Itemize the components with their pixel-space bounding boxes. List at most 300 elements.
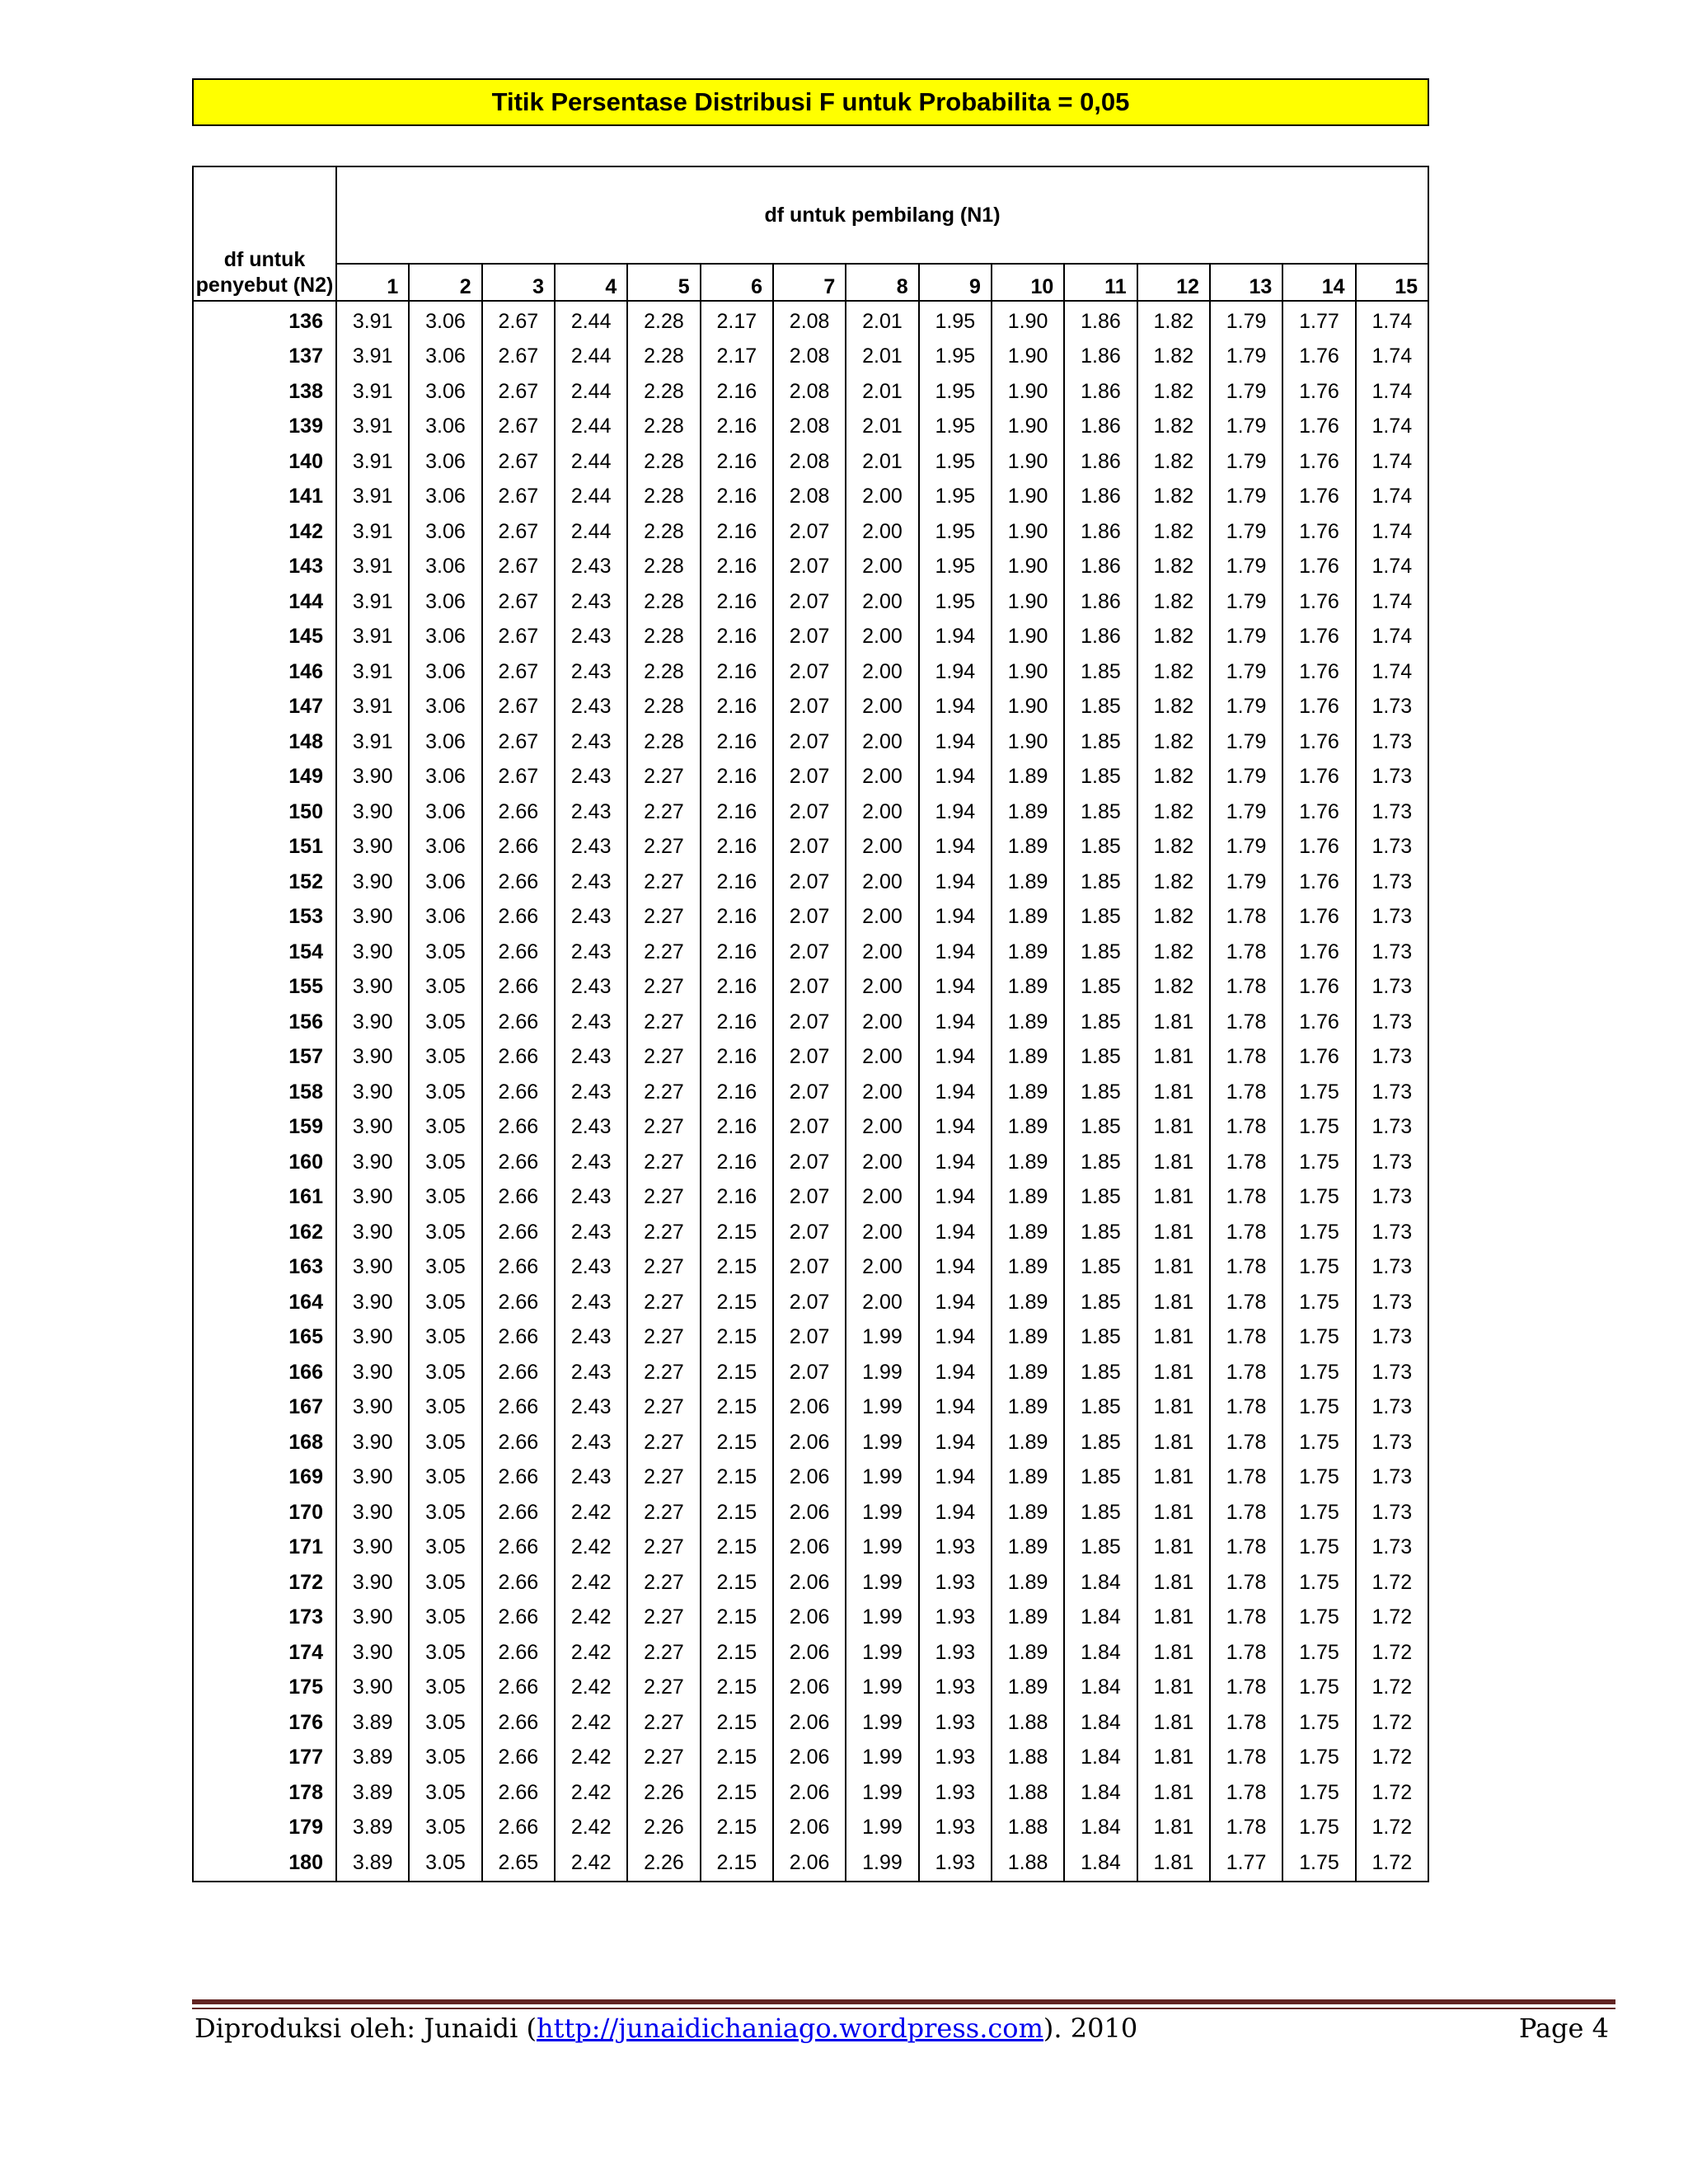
f-value: 2.44 [555,301,627,340]
f-value: 2.08 [773,340,846,375]
f-value: 2.15 [701,1250,773,1286]
f-value: 3.05 [409,1145,481,1180]
f-value: 2.28 [627,410,700,445]
n2-value: 170 [193,1495,336,1530]
f-value: 2.15 [701,1565,773,1601]
f-value: 2.00 [846,1040,918,1076]
column-header-9: 9 [919,264,992,301]
f-value: 1.89 [992,1005,1064,1040]
f-value: 3.06 [409,550,481,585]
f-value: 2.66 [482,1671,555,1706]
f-value: 1.72 [1356,1741,1428,1776]
f-value: 3.91 [336,654,409,690]
f-value: 2.27 [627,830,700,865]
f-value: 1.94 [919,794,992,830]
f-value: 2.16 [701,1145,773,1180]
f-value: 2.44 [555,410,627,445]
f-value: 1.76 [1282,410,1355,445]
f-value: 2.07 [773,760,846,795]
n2-value: 168 [193,1425,336,1460]
f-value: 2.42 [555,1635,627,1671]
f-value: 1.79 [1210,480,1282,515]
f-value: 2.42 [555,1845,627,1882]
f-value: 2.07 [773,1005,846,1040]
f-value: 1.75 [1282,1355,1355,1390]
f-value: 1.85 [1064,935,1137,970]
f-value: 3.06 [409,654,481,690]
f-value: 1.82 [1137,690,1210,725]
f-value: 1.75 [1282,1671,1355,1706]
f-value: 3.91 [336,444,409,480]
f-value: 2.28 [627,514,700,550]
f-value: 1.90 [992,654,1064,690]
f-value: 1.93 [919,1635,992,1671]
f-value: 3.05 [409,1425,481,1460]
f-value: 1.78 [1210,1180,1282,1216]
f-value: 3.05 [409,1671,481,1706]
table-row [193,1145,1428,1180]
f-value: 3.91 [336,620,409,655]
f-value: 1.89 [992,1180,1064,1216]
f-value: 1.85 [1064,1425,1137,1460]
f-value: 1.78 [1210,1741,1282,1776]
table-row [193,1110,1428,1146]
f-value: 1.75 [1282,1110,1355,1146]
f-value: 2.08 [773,374,846,410]
f-value: 1.75 [1282,1530,1355,1566]
f-value: 2.08 [773,301,846,340]
f-value: 1.94 [919,724,992,760]
f-value: 1.82 [1137,794,1210,830]
f-value: 3.91 [336,724,409,760]
f-value: 1.78 [1210,1425,1282,1460]
table-row [193,1250,1428,1286]
f-value: 2.06 [773,1425,846,1460]
n2-value: 150 [193,794,336,830]
f-value: 1.79 [1210,620,1282,655]
f-value: 1.89 [992,1040,1064,1076]
f-value: 1.76 [1282,514,1355,550]
column-header-8: 8 [846,264,918,301]
table-row [193,1775,1428,1811]
f-value: 3.90 [336,1601,409,1636]
f-value: 1.76 [1282,1005,1355,1040]
f-value: 2.66 [482,1530,555,1566]
f-value: 1.85 [1064,690,1137,725]
f-value: 2.15 [701,1320,773,1356]
f-value: 2.07 [773,900,846,935]
f-value: 2.66 [482,865,555,900]
f-value: 1.73 [1356,1355,1428,1390]
f-value: 2.27 [627,1635,700,1671]
footer-link[interactable]: http://junaidichaniago.wordpress.com [536,2013,1043,2044]
f-value: 1.85 [1064,865,1137,900]
f-value: 1.94 [919,1075,992,1110]
f-value: 2.67 [482,301,555,340]
f-value: 2.00 [846,1285,918,1320]
f-value: 1.90 [992,374,1064,410]
column-header-5: 5 [627,264,700,301]
column-header-6: 6 [701,264,773,301]
n2-value: 160 [193,1145,336,1180]
f-value: 2.07 [773,970,846,1005]
f-value: 1.99 [846,1635,918,1671]
f-value: 1.73 [1356,935,1428,970]
table-row [193,1530,1428,1566]
f-value: 2.15 [701,1495,773,1530]
f-value: 1.81 [1137,1495,1210,1530]
f-value: 1.76 [1282,690,1355,725]
f-value: 1.99 [846,1425,918,1460]
f-value: 3.05 [409,970,481,1005]
f-value: 1.94 [919,690,992,725]
f-value: 1.99 [846,1495,918,1530]
f-value: 1.82 [1137,514,1210,550]
f-value: 1.72 [1356,1601,1428,1636]
f-value: 1.79 [1210,550,1282,585]
f-value: 2.16 [701,374,773,410]
f-value: 1.88 [992,1811,1064,1846]
f-value: 2.27 [627,1601,700,1636]
f-value: 1.73 [1356,830,1428,865]
f-value: 2.00 [846,1180,918,1216]
f-value: 2.06 [773,1530,846,1566]
column-header-7: 7 [773,264,846,301]
f-value: 3.06 [409,301,481,340]
f-value: 1.94 [919,1320,992,1356]
f-value: 1.81 [1137,1530,1210,1566]
f-value: 3.06 [409,620,481,655]
f-value: 1.81 [1137,1601,1210,1636]
f-value: 1.95 [919,374,992,410]
f-value: 1.88 [992,1845,1064,1882]
f-value: 2.06 [773,1635,846,1671]
f-value: 1.74 [1356,444,1428,480]
f-value: 1.99 [846,1601,918,1636]
f-value: 3.89 [336,1775,409,1811]
f-value: 1.86 [1064,620,1137,655]
f-value: 3.06 [409,830,481,865]
f-value: 2.07 [773,1110,846,1146]
f-value: 1.82 [1137,900,1210,935]
f-value: 2.66 [482,1180,555,1216]
f-value: 2.27 [627,1250,700,1286]
f-value: 1.89 [992,1285,1064,1320]
f-value: 1.85 [1064,1390,1137,1426]
f-value: 1.73 [1356,1285,1428,1320]
f-value: 2.07 [773,1180,846,1216]
f-value: 1.93 [919,1845,992,1882]
f-value: 3.05 [409,1811,481,1846]
column-header-2: 2 [409,264,481,301]
f-value: 2.43 [555,865,627,900]
f-value: 2.42 [555,1811,627,1846]
f-value: 2.00 [846,760,918,795]
f-value: 2.28 [627,550,700,585]
f-value: 1.78 [1210,935,1282,970]
f-value: 1.94 [919,1285,992,1320]
f-value: 2.15 [701,1425,773,1460]
f-value: 2.67 [482,760,555,795]
f-value: 2.27 [627,1320,700,1356]
table-row [193,1425,1428,1460]
f-value: 1.81 [1137,1215,1210,1250]
f-value: 3.06 [409,374,481,410]
f-value: 2.28 [627,301,700,340]
f-value: 1.78 [1210,1601,1282,1636]
f-value: 1.89 [992,1671,1064,1706]
table-title: Titik Persentase Distribusi F untuk Probabilita = 0,05 [192,78,1429,126]
f-value: 1.73 [1356,1425,1428,1460]
f-value: 3.90 [336,760,409,795]
f-value: 1.85 [1064,830,1137,865]
f-value: 2.43 [555,1075,627,1110]
f-value: 1.75 [1282,1215,1355,1250]
f-value: 3.06 [409,340,481,375]
f-value: 1.73 [1356,1215,1428,1250]
f-value: 3.05 [409,1250,481,1286]
f-value: 3.90 [336,1355,409,1390]
f-value: 1.81 [1137,1775,1210,1811]
f-value: 1.78 [1210,1355,1282,1390]
f-value: 3.90 [336,1110,409,1146]
f-value: 2.27 [627,1005,700,1040]
f-value: 2.67 [482,550,555,585]
f-value: 1.89 [992,865,1064,900]
f-value: 3.90 [336,970,409,1005]
f-value: 1.81 [1137,1845,1210,1882]
f-value: 1.79 [1210,830,1282,865]
table-row [193,724,1428,760]
f-value: 1.89 [992,1355,1064,1390]
f-value: 1.95 [919,301,992,340]
f-value: 2.66 [482,1355,555,1390]
f-value: 3.06 [409,410,481,445]
f-value: 2.66 [482,1601,555,1636]
f-value: 2.00 [846,690,918,725]
f-value: 1.94 [919,1005,992,1040]
footer-suffix: ). 2010 [1043,2013,1138,2044]
f-value: 1.89 [992,1635,1064,1671]
f-value: 1.81 [1137,1390,1210,1426]
table-row [193,970,1428,1005]
f-value: 1.81 [1137,1425,1210,1460]
f-value: 2.66 [482,900,555,935]
f-value: 1.75 [1282,1705,1355,1741]
f-value: 2.01 [846,410,918,445]
f-value: 1.81 [1137,1145,1210,1180]
f-value: 1.99 [846,1775,918,1811]
f-value: 1.78 [1210,1530,1282,1566]
f-value: 1.81 [1137,1635,1210,1671]
f-value: 2.66 [482,970,555,1005]
f-value: 1.74 [1356,301,1428,340]
table-row [193,1040,1428,1076]
f-value: 2.27 [627,1741,700,1776]
f-value: 1.81 [1137,1565,1210,1601]
f-value: 1.82 [1137,550,1210,585]
f-value: 1.79 [1210,794,1282,830]
f-value: 1.79 [1210,514,1282,550]
f-value: 1.86 [1064,584,1137,620]
f-value: 1.78 [1210,1671,1282,1706]
f-value: 2.07 [773,1075,846,1110]
table-row [193,830,1428,865]
f-value: 1.76 [1282,865,1355,900]
f-value: 1.89 [992,970,1064,1005]
table-row [193,865,1428,900]
f-value: 1.74 [1356,374,1428,410]
f-value: 2.06 [773,1705,846,1741]
footer-credit [195,2013,1137,2044]
f-value: 1.73 [1356,1180,1428,1216]
n2-value: 138 [193,374,336,410]
table-row [193,550,1428,585]
f-value: 1.85 [1064,1040,1137,1076]
f-value: 1.78 [1210,1460,1282,1496]
f-value: 2.42 [555,1775,627,1811]
f-value: 2.42 [555,1530,627,1566]
f-value: 2.07 [773,1250,846,1286]
f-value: 1.76 [1282,724,1355,760]
f-value: 1.75 [1282,1390,1355,1426]
f-value: 1.94 [919,654,992,690]
f-value: 2.43 [555,1250,627,1286]
f-value: 2.07 [773,724,846,760]
f-value: 2.00 [846,1110,918,1146]
f-value: 1.89 [992,1250,1064,1286]
f-value: 2.16 [701,1075,773,1110]
table-row [193,301,1428,340]
f-value: 1.76 [1282,1040,1355,1076]
table-row [193,620,1428,655]
f-value: 2.08 [773,480,846,515]
f-value: 2.43 [555,584,627,620]
f-value: 1.76 [1282,480,1355,515]
f-value: 1.75 [1282,1601,1355,1636]
table-row [193,1705,1428,1741]
f-value: 2.43 [555,1145,627,1180]
f-value: 2.06 [773,1565,846,1601]
n2-value: 179 [193,1811,336,1846]
f-value: 2.43 [555,1390,627,1426]
f-value: 1.93 [919,1705,992,1741]
f-value: 1.76 [1282,340,1355,375]
f-value: 2.42 [555,1705,627,1741]
f-value: 3.06 [409,584,481,620]
n1-header: df untuk pembilang (N1) [336,166,1428,264]
f-value: 1.85 [1064,794,1137,830]
f-value: 1.86 [1064,480,1137,515]
f-value: 1.73 [1356,865,1428,900]
f-value: 2.66 [482,1495,555,1530]
f-value: 2.07 [773,514,846,550]
f-value: 1.85 [1064,724,1137,760]
f-value: 2.27 [627,1530,700,1566]
f-value: 1.89 [992,1390,1064,1426]
f-value: 1.85 [1064,1110,1137,1146]
f-value: 2.15 [701,1215,773,1250]
n2-value: 163 [193,1250,336,1286]
f-value: 1.95 [919,584,992,620]
f-value: 1.89 [992,1495,1064,1530]
f-value: 2.66 [482,1320,555,1356]
f-value: 1.78 [1210,1565,1282,1601]
f-value: 2.16 [701,935,773,970]
f-value: 1.84 [1064,1635,1137,1671]
f-value: 2.16 [701,794,773,830]
f-value: 3.90 [336,1285,409,1320]
f-value: 3.90 [336,1320,409,1356]
f-value: 2.06 [773,1495,846,1530]
table-row [193,760,1428,795]
f-value: 1.85 [1064,760,1137,795]
f-value: 3.91 [336,550,409,585]
f-value: 1.79 [1210,301,1282,340]
f-value: 1.74 [1356,480,1428,515]
f-value: 2.42 [555,1495,627,1530]
f-value: 3.06 [409,444,481,480]
f-value: 2.16 [701,410,773,445]
column-header-15: 15 [1356,264,1428,301]
f-value: 1.94 [919,1460,992,1496]
f-value: 1.86 [1064,444,1137,480]
table-row [193,1845,1428,1882]
f-value: 3.91 [336,480,409,515]
f-value: 3.05 [409,1355,481,1390]
table-row [193,444,1428,480]
f-value: 3.05 [409,1775,481,1811]
f-value: 2.27 [627,1565,700,1601]
f-value: 2.67 [482,340,555,375]
f-value: 3.90 [336,830,409,865]
f-value: 1.73 [1356,1530,1428,1566]
f-value: 2.26 [627,1775,700,1811]
f-value: 3.05 [409,1460,481,1496]
f-value: 1.81 [1137,1705,1210,1741]
f-value: 1.78 [1210,1250,1282,1286]
f-value: 2.43 [555,970,627,1005]
f-value: 2.07 [773,1040,846,1076]
f-value: 1.78 [1210,900,1282,935]
f-value: 2.43 [555,550,627,585]
f-value: 2.67 [482,654,555,690]
f-value: 3.91 [336,584,409,620]
f-value: 2.16 [701,480,773,515]
f-value: 3.05 [409,1530,481,1566]
f-value: 3.90 [336,1495,409,1530]
f-value: 1.90 [992,620,1064,655]
n2-value: 178 [193,1775,336,1811]
f-value: 2.67 [482,724,555,760]
f-value: 1.76 [1282,970,1355,1005]
f-value: 2.27 [627,1425,700,1460]
f-value: 2.27 [627,1110,700,1146]
f-value: 2.07 [773,1145,846,1180]
f-value: 1.79 [1210,760,1282,795]
f-value: 2.16 [701,654,773,690]
f-value: 1.78 [1210,1390,1282,1426]
f-value: 2.00 [846,794,918,830]
f-value: 2.07 [773,935,846,970]
f-value: 1.82 [1137,584,1210,620]
f-value: 1.81 [1137,1110,1210,1146]
f-value: 1.75 [1282,1320,1355,1356]
f-value: 1.82 [1137,620,1210,655]
f-value: 1.81 [1137,1741,1210,1776]
f-value: 1.85 [1064,654,1137,690]
f-value: 1.82 [1137,760,1210,795]
